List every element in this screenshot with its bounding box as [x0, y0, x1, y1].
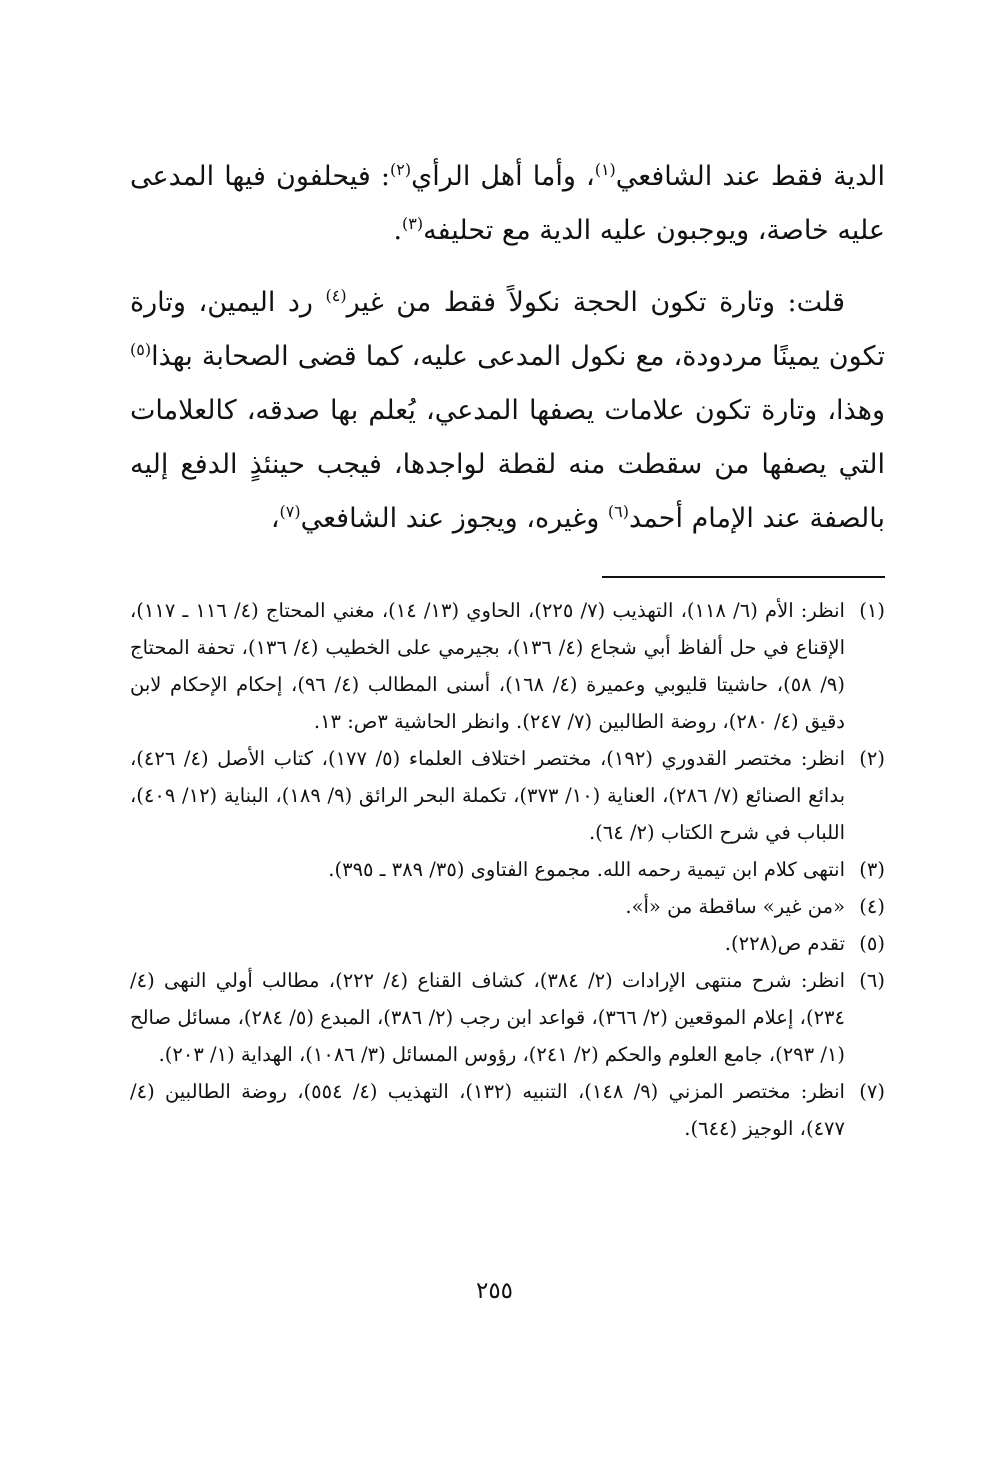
footnote-3 — [130, 851, 885, 888]
paragraph-1-segment-2: ، وأما أهل الرأي — [411, 161, 595, 192]
footnote-ref-3[interactable]: (٣) — [402, 214, 424, 233]
footnote-number: (٥) — [859, 932, 885, 955]
paragraph-1-segment-3: : فيحلفون فيها المدعى عليه خاصة، ويوجبون عليه الدية مع تحليفه — [130, 161, 885, 246]
paragraph-2-segment-3: وهذا، وتارة تكون علامات يصفها المدعي، يُعلم بها صدقه، كالعلامات التي يصفها من سقطت منه لقطة لواجدها، فيجب حينئذٍ الدفع إليه بالصفة عند الإمام أحمد — [130, 395, 885, 534]
footnote-number: (٧) — [859, 1080, 885, 1103]
footnote-1 — [130, 592, 885, 740]
footnote-text: انظر: الأم (٦/ ١١٨)، التهذيب (٧/ ٢٢٥)، الحاوي (١٣/ ١٤)، مغني المحتاج (٤/ ١١٦ ـ ١١٧)، الإقناع في حل ألفاظ أبي شجاع (٤/ ١٣٦)، بجيرمي على الخطيب (٤/ ١٣٦)، تحفة المحتاج (٩/ ٥٨)، حاشيتا قليوبي وعميرة (٤/ ١٦٨)، أسنى المطالب (٤/ ٩٦)، إحكام الإحكام لابن دقيق (٤/ ٢٨٠)، روضة الطالبين (٧/ ٢٤٧). وانظر الحاشية ٣ص: ١٣. — [130, 599, 845, 733]
main-text — [130, 150, 885, 546]
footnote-text: تقدم ص(٢٢٨). — [724, 932, 845, 955]
paragraph-1-segment-1: الدية فقط عند الشافعي — [615, 161, 885, 192]
footnote-ref-5[interactable]: (٥) — [130, 340, 152, 359]
footnote-ref-2[interactable]: (٢) — [390, 160, 412, 179]
paragraph-2-segment-4: وغيره، ويجوز عند الشافعي — [300, 503, 600, 534]
footnote-7 — [130, 1073, 885, 1147]
footnote-text: انظر: مختصر القدوري (١٩٢)، مختصر اختلاف العلماء (٥/ ١٧٧)، كتاب الأصل (٤/ ٤٢٦)، بدائع الصنائع (٧/ ٢٨٦)، العناية (١٠/ ٣٧٣)، تكملة البحر الرائق (٩/ ١٨٩)، البناية (١٢/ ٤٠٩)، اللباب في شرح الكتاب (٢/ ٦٤). — [130, 747, 845, 844]
footnote-number: (٤) — [859, 895, 885, 918]
footnote-number: (٦) — [859, 969, 885, 992]
footnotes — [130, 592, 885, 1147]
page-number: ٢٥٥ — [475, 1278, 514, 1304]
footnote-6 — [130, 962, 885, 1073]
footnote-5 — [130, 925, 885, 962]
footnote-4 — [130, 888, 885, 925]
footnote-text: انتهى كلام ابن تيمية رحمه الله. مجموع الفتاوى (٣٥/ ٣٨٩ ـ ٣٩٥). — [328, 858, 845, 881]
footnote-text: «من غير» ساقطة من «أ». — [625, 895, 845, 918]
footnote-ref-4[interactable]: (٤) — [325, 286, 347, 305]
footnote-number: (١) — [859, 599, 885, 622]
paragraph-1-segment-4: . — [393, 215, 403, 246]
paragraph-2 — [130, 276, 885, 546]
footnote-text: انظر: مختصر المزني (٩/ ١٤٨)، التنبيه (١٣٢)، التهذيب (٤/ ٥٥٤)، روضة الطالبين (٤/ ٤٧٧)، الوجيز (٦٤٤). — [130, 1080, 845, 1140]
footnote-separator — [602, 576, 885, 578]
footnote-number: (٢) — [859, 747, 885, 770]
paragraph-1 — [130, 150, 885, 258]
footnote-text: انظر: شرح منتهى الإرادات (٢/ ٣٨٤)، كشاف القناع (٤/ ٢٢٢)، مطالب أولي النهى (٤/ ٢٣٤)، إعلام الموقعين (٢/ ٣٦٦)، قواعد ابن رجب (٢/ ٣٨٦)، المبدع (٥/ ٢٨٤)، مسائل صالح (١/ ٢٩٣)، جامع العلوم والحكم (٢/ ٢٤١)، رؤوس المسائل (٣/ ١٠٨٦)، الهداية (١/ ٢٠٣). — [130, 969, 846, 1066]
footnote-ref-1[interactable]: (١) — [594, 160, 616, 179]
paragraph-2-segment-1: قلت: وتارة تكون الحجة نكولاً فقط من غير — [346, 287, 846, 318]
paragraph-2-segment-5: ، — [270, 503, 280, 534]
paragraph-2-segment-2: رد اليمين، وتارة تكون يمينًا مردودة، مع نكول المدعى عليه، كما قضى الصحابة بهذا — [130, 287, 885, 372]
footnote-number: (٣) — [859, 858, 885, 881]
footnote-ref-7[interactable]: (٧) — [279, 502, 301, 521]
footnote-2 — [130, 740, 885, 851]
footnote-ref-6[interactable]: (٦) — [607, 502, 630, 521]
